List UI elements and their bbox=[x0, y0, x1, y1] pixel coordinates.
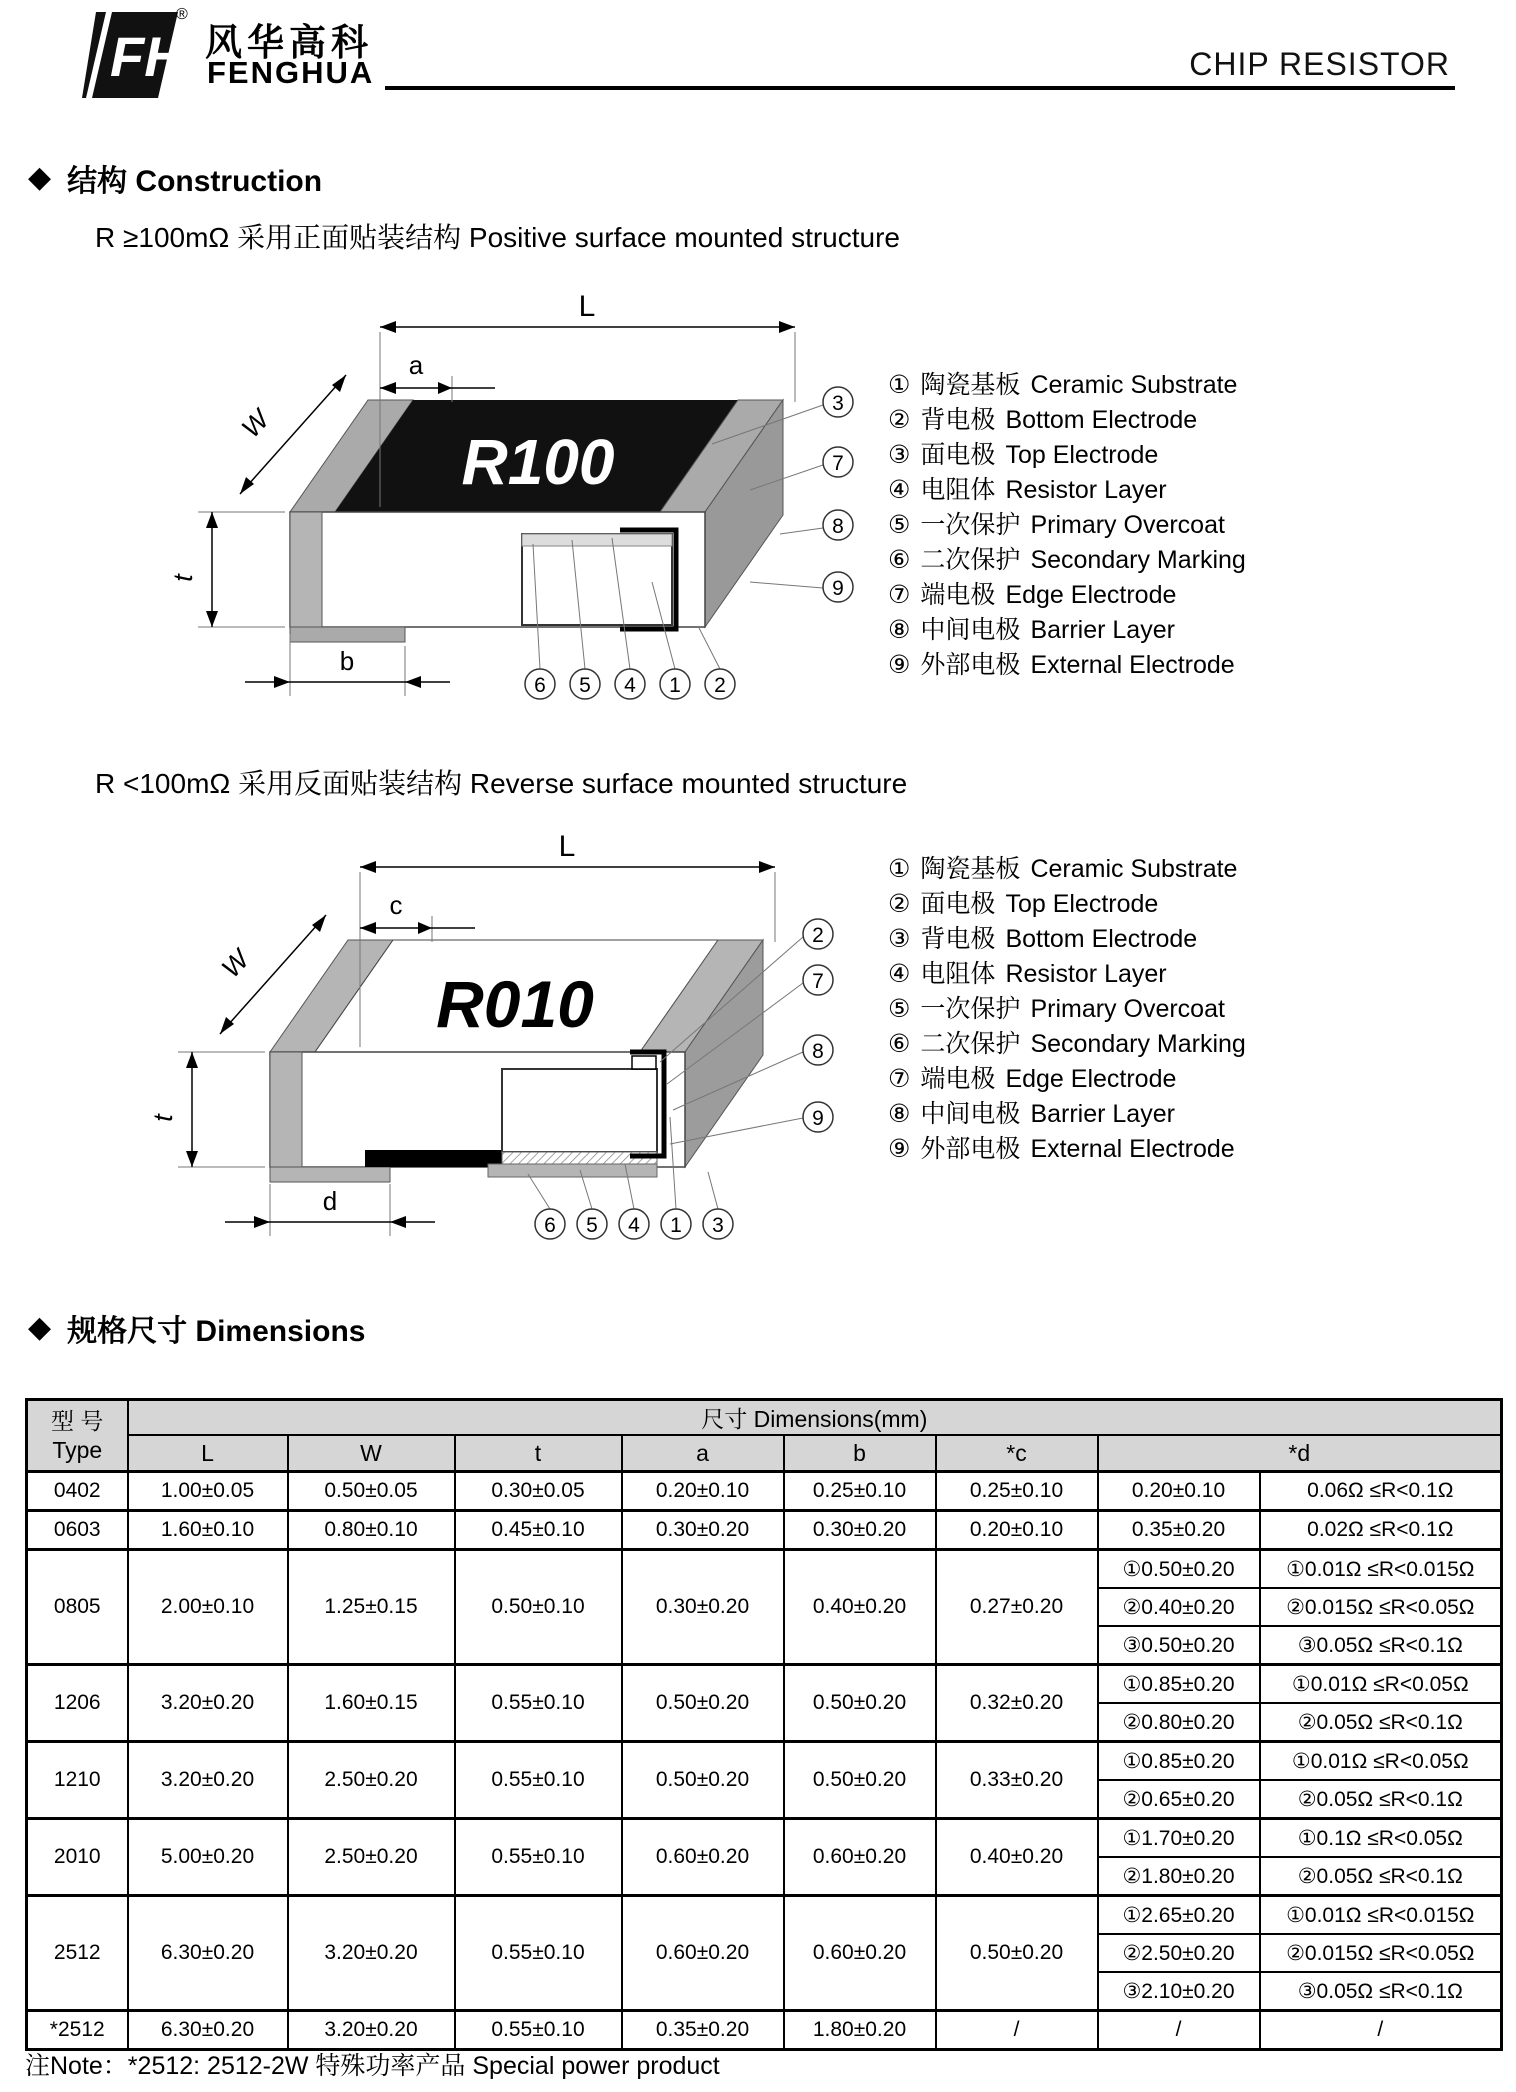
cell-a: 0.50±0.20 bbox=[622, 1742, 784, 1819]
cell-L: 3.20±0.20 bbox=[128, 1665, 288, 1742]
section-title-text: 规格尺寸 Dimensions bbox=[67, 1315, 366, 1348]
cell-L: 2.00±0.10 bbox=[128, 1550, 288, 1665]
legend-item bbox=[888, 648, 1246, 683]
type-column-header bbox=[27, 1400, 128, 1472]
legend-item bbox=[888, 368, 1246, 403]
dim-label-L: L bbox=[558, 830, 576, 863]
cell-W: 1.60±0.15 bbox=[288, 1665, 455, 1742]
legend-lnum: ③ bbox=[888, 441, 911, 469]
cell-d-value: ①2.65±0.20 bbox=[1098, 1896, 1260, 1935]
cell-L: 3.20±0.20 bbox=[128, 1742, 288, 1819]
legend-lcn: 背电极 bbox=[920, 925, 996, 953]
legend-len: Edge Electrode bbox=[1005, 581, 1177, 609]
cell-d-value: ①0.50±0.20 bbox=[1098, 1550, 1260, 1589]
column-header-d: *d bbox=[1098, 1435, 1502, 1472]
cell-d-condition: 0.06Ω ≤R<0.1Ω bbox=[1260, 1472, 1502, 1511]
cell-a: 0.60±0.20 bbox=[622, 1896, 784, 2011]
dimensions-table bbox=[25, 1398, 1503, 2051]
legend-lcn: 一次保护 bbox=[920, 511, 1021, 539]
fenghua-logo-icon bbox=[82, 10, 182, 105]
cutaway-top-electrode-notch bbox=[632, 1056, 656, 1069]
cell-L: 5.00±0.20 bbox=[128, 1819, 288, 1896]
cell-W: 2.50±0.20 bbox=[288, 1819, 455, 1896]
cell-d-value: ③0.50±0.20 bbox=[1098, 1626, 1260, 1665]
table-row-*2512 bbox=[27, 2011, 1502, 2050]
cell-c: 0.20±0.10 bbox=[936, 1511, 1098, 1550]
dim-label-t: t bbox=[168, 574, 198, 582]
footnote: 注Note：*2512: 2512-2W 特殊功率产品 Special power product bbox=[25, 2052, 720, 2080]
cell-a: 0.30±0.20 bbox=[622, 1511, 784, 1550]
legend-lnum: ⑥ bbox=[888, 1030, 911, 1058]
column-header-W: W bbox=[288, 1435, 455, 1472]
cell-d-condition: ②0.05Ω ≤R<0.1Ω bbox=[1260, 1857, 1502, 1896]
cutaway-block bbox=[502, 1069, 657, 1152]
chip-bottom-pad bbox=[290, 627, 405, 642]
callout-number: 7 bbox=[812, 970, 824, 993]
legend-lcn: 电阻体 bbox=[920, 960, 996, 988]
cell-c: 0.33±0.20 bbox=[936, 1742, 1098, 1819]
header-divider bbox=[385, 86, 1455, 90]
reverse-structure-legend bbox=[888, 852, 1246, 1167]
callout-number: 6 bbox=[544, 1214, 556, 1237]
legend-lnum: ⑧ bbox=[888, 1100, 911, 1128]
cell-L: 6.30±0.20 bbox=[128, 2011, 288, 2050]
cell-type: 0402 bbox=[27, 1472, 128, 1511]
registered-mark: ® bbox=[176, 6, 188, 23]
legend-lnum: ⑨ bbox=[888, 651, 911, 679]
section-title-construction bbox=[28, 156, 322, 200]
dim-label-d: d bbox=[322, 1186, 338, 1216]
callout-number: 1 bbox=[670, 1214, 682, 1237]
cell-c: 0.32±0.20 bbox=[936, 1665, 1098, 1742]
legend-item bbox=[888, 578, 1246, 613]
legend-len: Secondary Marking bbox=[1030, 1030, 1246, 1058]
dim-label-L: L bbox=[578, 290, 596, 323]
table-row-0805 bbox=[27, 1550, 1502, 1589]
cell-c: 0.50±0.20 bbox=[936, 1896, 1098, 2011]
legend-item bbox=[888, 613, 1246, 648]
section-title-text: 结构 Construction bbox=[67, 165, 323, 198]
legend-lnum: ④ bbox=[888, 960, 911, 988]
cell-b: 0.40±0.20 bbox=[784, 1550, 936, 1665]
legend-lcn: 外部电极 bbox=[920, 1135, 1021, 1163]
legend-lnum: ⑦ bbox=[888, 1065, 911, 1093]
reverse-structure-subtitle: R <100mΩ 采用反面贴装结构 Reverse surface mounted structure bbox=[95, 768, 908, 799]
legend-item bbox=[888, 438, 1246, 473]
chip-front-left-cap bbox=[270, 1052, 302, 1167]
cell-d-value: ①0.85±0.20 bbox=[1098, 1742, 1260, 1781]
legend-lnum: ⑤ bbox=[888, 511, 911, 539]
reverse-structure-figure bbox=[130, 822, 850, 1259]
cell-type: 0805 bbox=[27, 1550, 128, 1665]
cell-W: 3.20±0.20 bbox=[288, 1896, 455, 2011]
callout-right-group bbox=[823, 387, 853, 602]
cell-W: 0.80±0.10 bbox=[288, 1511, 455, 1550]
cell-d-value: ②0.40±0.20 bbox=[1098, 1588, 1260, 1626]
column-header-a: a bbox=[622, 1435, 784, 1472]
legend-len: Barrier Layer bbox=[1030, 616, 1175, 644]
legend-lcn: 面电极 bbox=[920, 441, 996, 469]
cell-type: 2512 bbox=[27, 1896, 128, 2011]
dimensions-table-body bbox=[27, 1472, 1502, 2050]
cell-type: 1210 bbox=[27, 1742, 128, 1819]
cell-a: 0.60±0.20 bbox=[622, 1819, 784, 1896]
cell-d-condition: ①0.01Ω ≤R<0.015Ω bbox=[1260, 1896, 1502, 1935]
column-header-L: L bbox=[128, 1435, 288, 1472]
cell-d-condition: ②0.05Ω ≤R<0.1Ω bbox=[1260, 1780, 1502, 1819]
cutaway-block bbox=[522, 534, 672, 625]
callout-number: 7 bbox=[832, 452, 844, 475]
callout-number: 2 bbox=[812, 924, 824, 947]
cell-type: 0603 bbox=[27, 1511, 128, 1550]
legend-lnum: ① bbox=[888, 855, 911, 883]
diamond-icon: ◆ bbox=[28, 161, 52, 194]
legend-lcn: 电阻体 bbox=[920, 476, 996, 504]
legend-len: Secondary Marking bbox=[1030, 546, 1246, 574]
logo-company-en: FENGHUA bbox=[207, 55, 375, 90]
legend-len: Edge Electrode bbox=[1005, 1065, 1177, 1093]
callout-number: 3 bbox=[832, 392, 844, 415]
cell-d-value: ②2.50±0.20 bbox=[1098, 1934, 1260, 1972]
dim-label-t: t bbox=[148, 1114, 178, 1122]
callout-number: 3 bbox=[712, 1214, 724, 1237]
cell-d-condition: ②0.015Ω ≤R<0.05Ω bbox=[1260, 1934, 1502, 1972]
legend-len: Top Electrode bbox=[1005, 890, 1159, 918]
legend-item bbox=[888, 887, 1246, 922]
callout-number: 1 bbox=[669, 674, 681, 697]
cell-c: / bbox=[936, 2011, 1098, 2050]
legend-len: External Electrode bbox=[1030, 1135, 1235, 1163]
cell-b: 0.30±0.20 bbox=[784, 1511, 936, 1550]
legend-lcn: 中间电极 bbox=[920, 616, 1021, 644]
legend-len: Bottom Electrode bbox=[1005, 406, 1198, 434]
callout-number: 9 bbox=[812, 1107, 824, 1130]
cell-t: 0.30±0.05 bbox=[455, 1472, 622, 1511]
cell-c: 0.25±0.10 bbox=[936, 1472, 1098, 1511]
column-header-t: t bbox=[455, 1435, 622, 1472]
cell-a: 0.50±0.20 bbox=[622, 1665, 784, 1742]
cell-L: 6.30±0.20 bbox=[128, 1896, 288, 2011]
cell-d-condition: ①0.01Ω ≤R<0.05Ω bbox=[1260, 1742, 1502, 1781]
section-title-dimensions bbox=[28, 1306, 365, 1350]
table-row-2010 bbox=[27, 1819, 1502, 1858]
type-header-en: Type bbox=[52, 1436, 103, 1463]
cell-t: 0.55±0.10 bbox=[455, 1819, 622, 1896]
cell-t: 0.55±0.10 bbox=[455, 1742, 622, 1819]
logo-monogram: FH bbox=[110, 25, 182, 88]
legend-lnum: ① bbox=[888, 371, 911, 399]
legend-item bbox=[888, 403, 1246, 438]
cell-d-condition: ①0.1Ω ≤R<0.05Ω bbox=[1260, 1819, 1502, 1858]
legend-lcn: 端电极 bbox=[920, 581, 996, 609]
legend-lnum: ② bbox=[888, 406, 911, 434]
table-row-1206 bbox=[27, 1665, 1502, 1704]
legend-item bbox=[888, 852, 1246, 887]
cell-b: 1.80±0.20 bbox=[784, 2011, 936, 2050]
cell-b: 0.50±0.20 bbox=[784, 1665, 936, 1742]
legend-lcn: 面电极 bbox=[920, 890, 996, 918]
legend-lcn: 一次保护 bbox=[920, 995, 1021, 1023]
table-row-0402 bbox=[27, 1472, 1502, 1511]
cell-W: 1.25±0.15 bbox=[288, 1550, 455, 1665]
dim-label-W: W bbox=[215, 944, 256, 984]
cell-L: 1.00±0.05 bbox=[128, 1472, 288, 1511]
positive-structure-figure bbox=[150, 282, 870, 719]
legend-item bbox=[888, 957, 1246, 992]
column-header-b: b bbox=[784, 1435, 936, 1472]
cell-W: 3.20±0.20 bbox=[288, 2011, 455, 2050]
callout-number: 4 bbox=[628, 1214, 640, 1237]
cell-b: 0.50±0.20 bbox=[784, 1742, 936, 1819]
legend-lnum: ⑧ bbox=[888, 616, 911, 644]
callout-bottom-group bbox=[535, 1209, 733, 1239]
table-row-1210 bbox=[27, 1742, 1502, 1781]
legend-lcn: 陶瓷基板 bbox=[920, 371, 1021, 399]
table-row-0603 bbox=[27, 1511, 1502, 1550]
legend-len: Resistor Layer bbox=[1005, 476, 1167, 504]
cell-d-condition: ②0.05Ω ≤R<0.1Ω bbox=[1260, 1703, 1502, 1742]
cell-t: 0.55±0.10 bbox=[455, 1896, 622, 2011]
legend-lcn: 外部电极 bbox=[920, 651, 1021, 679]
cell-type: 1206 bbox=[27, 1665, 128, 1742]
cell-d-condition: ②0.015Ω ≤R<0.05Ω bbox=[1260, 1588, 1502, 1626]
cell-t: 0.45±0.10 bbox=[455, 1511, 622, 1550]
dim-label-b: b bbox=[339, 646, 355, 676]
cell-d-value: ③2.10±0.20 bbox=[1098, 1972, 1260, 2011]
legend-item bbox=[888, 543, 1246, 578]
cell-d-value: 0.35±0.20 bbox=[1098, 1511, 1260, 1550]
cell-a: 0.20±0.10 bbox=[622, 1472, 784, 1511]
legend-lcn: 二次保护 bbox=[920, 546, 1021, 574]
legend-item bbox=[888, 1062, 1246, 1097]
cell-d-condition: ③0.05Ω ≤R<0.1Ω bbox=[1260, 1972, 1502, 2011]
dim-label-a: a bbox=[408, 350, 424, 380]
callout-number: 6 bbox=[534, 674, 546, 697]
legend-len: Barrier Layer bbox=[1030, 1100, 1175, 1128]
legend-item bbox=[888, 1027, 1246, 1062]
cell-d-condition: 0.02Ω ≤R<0.1Ω bbox=[1260, 1511, 1502, 1550]
legend-lcn: 中间电极 bbox=[920, 1100, 1021, 1128]
cell-a: 0.30±0.20 bbox=[622, 1550, 784, 1665]
legend-len: Ceramic Substrate bbox=[1030, 371, 1238, 399]
chip-front-left-cap bbox=[290, 512, 322, 627]
legend-len: External Electrode bbox=[1030, 651, 1235, 679]
callout-number: 8 bbox=[832, 515, 844, 538]
cell-a: 0.35±0.20 bbox=[622, 2011, 784, 2050]
legend-item bbox=[888, 922, 1246, 957]
legend-lnum: ⑥ bbox=[888, 546, 911, 574]
cell-t: 0.55±0.10 bbox=[455, 1665, 622, 1742]
cell-d-value: ②0.65±0.20 bbox=[1098, 1780, 1260, 1819]
cell-type: 2010 bbox=[27, 1819, 128, 1896]
cell-c: 0.27±0.20 bbox=[936, 1550, 1098, 1665]
dim-label-W: W bbox=[235, 404, 276, 444]
legend-lnum: ⑨ bbox=[888, 1135, 911, 1163]
cutaway-gray-layer bbox=[488, 1164, 657, 1177]
cutaway-layer-strip bbox=[522, 534, 672, 546]
cell-d-condition: ①0.01Ω ≤R<0.05Ω bbox=[1260, 1665, 1502, 1704]
diamond-icon: ◆ bbox=[28, 1311, 52, 1344]
legend-lcn: 二次保护 bbox=[920, 1030, 1021, 1058]
logo-company-cn: 风华高科 bbox=[205, 22, 373, 63]
cell-d-condition: ③0.05Ω ≤R<0.1Ω bbox=[1260, 1626, 1502, 1665]
cell-d-value: ②1.80±0.20 bbox=[1098, 1857, 1260, 1896]
legend-len: Bottom Electrode bbox=[1005, 925, 1198, 953]
cell-b: 0.25±0.10 bbox=[784, 1472, 936, 1511]
cell-W: 2.50±0.20 bbox=[288, 1742, 455, 1819]
cell-d-value: ①0.85±0.20 bbox=[1098, 1665, 1260, 1704]
callout-number: 5 bbox=[586, 1214, 598, 1237]
legend-item bbox=[888, 473, 1246, 508]
legend-item bbox=[888, 992, 1246, 1027]
legend-len: Primary Overcoat bbox=[1030, 995, 1225, 1023]
dimensions-span-header: 尺寸 Dimensions(mm) bbox=[128, 1400, 1502, 1436]
legend-item bbox=[888, 508, 1246, 543]
callout-number: 5 bbox=[579, 674, 591, 697]
chip-bottom-pad bbox=[270, 1167, 390, 1182]
positive-structure-legend bbox=[888, 368, 1246, 683]
callout-number: 8 bbox=[812, 1040, 824, 1063]
cell-type: *2512 bbox=[27, 2011, 128, 2050]
cell-b: 0.60±0.20 bbox=[784, 1896, 936, 2011]
cell-b: 0.60±0.20 bbox=[784, 1819, 936, 1896]
cell-d-value: ②0.80±0.20 bbox=[1098, 1703, 1260, 1742]
column-header-c: *c bbox=[936, 1435, 1098, 1472]
dim-label-c: c bbox=[389, 890, 403, 920]
callout-number: 2 bbox=[714, 674, 726, 697]
cell-d-value: / bbox=[1098, 2011, 1260, 2050]
legend-len: Primary Overcoat bbox=[1030, 511, 1225, 539]
callout-number: 9 bbox=[832, 577, 844, 600]
legend-len: Ceramic Substrate bbox=[1030, 855, 1238, 883]
cell-d-value: ①1.70±0.20 bbox=[1098, 1819, 1260, 1858]
chip-marking-text: R100 bbox=[461, 426, 615, 498]
type-header-cn: 型 号 bbox=[51, 1407, 104, 1434]
legend-lcn: 陶瓷基板 bbox=[920, 855, 1021, 883]
legend-item bbox=[888, 1097, 1246, 1132]
cell-W: 0.50±0.05 bbox=[288, 1472, 455, 1511]
cell-d-value: 0.20±0.10 bbox=[1098, 1472, 1260, 1511]
legend-len: Top Electrode bbox=[1005, 441, 1159, 469]
cell-t: 0.50±0.10 bbox=[455, 1550, 622, 1665]
legend-lnum: ⑤ bbox=[888, 995, 911, 1023]
cell-d-condition: / bbox=[1260, 2011, 1502, 2050]
positive-structure-subtitle: R ≥100mΩ 采用正面贴装结构 Positive surface mounted structure bbox=[95, 222, 900, 253]
callout-right-group bbox=[803, 919, 833, 1132]
cell-c: 0.40±0.20 bbox=[936, 1819, 1098, 1896]
cell-L: 1.60±0.10 bbox=[128, 1511, 288, 1550]
legend-lcn: 端电极 bbox=[920, 1065, 996, 1093]
cell-d-condition: ①0.01Ω ≤R<0.015Ω bbox=[1260, 1550, 1502, 1589]
callout-number: 4 bbox=[624, 674, 636, 697]
cell-t: 0.55±0.10 bbox=[455, 2011, 622, 2050]
legend-lnum: ③ bbox=[888, 925, 911, 953]
legend-item bbox=[888, 1132, 1246, 1167]
chip-marking-text: R010 bbox=[436, 967, 594, 1041]
table-header-row-columns bbox=[27, 1435, 1502, 1472]
table-row-2512 bbox=[27, 1896, 1502, 1935]
legend-lnum: ② bbox=[888, 890, 911, 918]
page-title: CHIP RESISTOR bbox=[1189, 46, 1450, 82]
legend-lnum: ④ bbox=[888, 476, 911, 504]
legend-lnum: ⑦ bbox=[888, 581, 911, 609]
legend-len: Resistor Layer bbox=[1005, 960, 1167, 988]
legend-lcn: 背电极 bbox=[920, 406, 996, 434]
table-header-row-top bbox=[27, 1400, 1502, 1436]
callout-bottom-group bbox=[525, 669, 735, 699]
